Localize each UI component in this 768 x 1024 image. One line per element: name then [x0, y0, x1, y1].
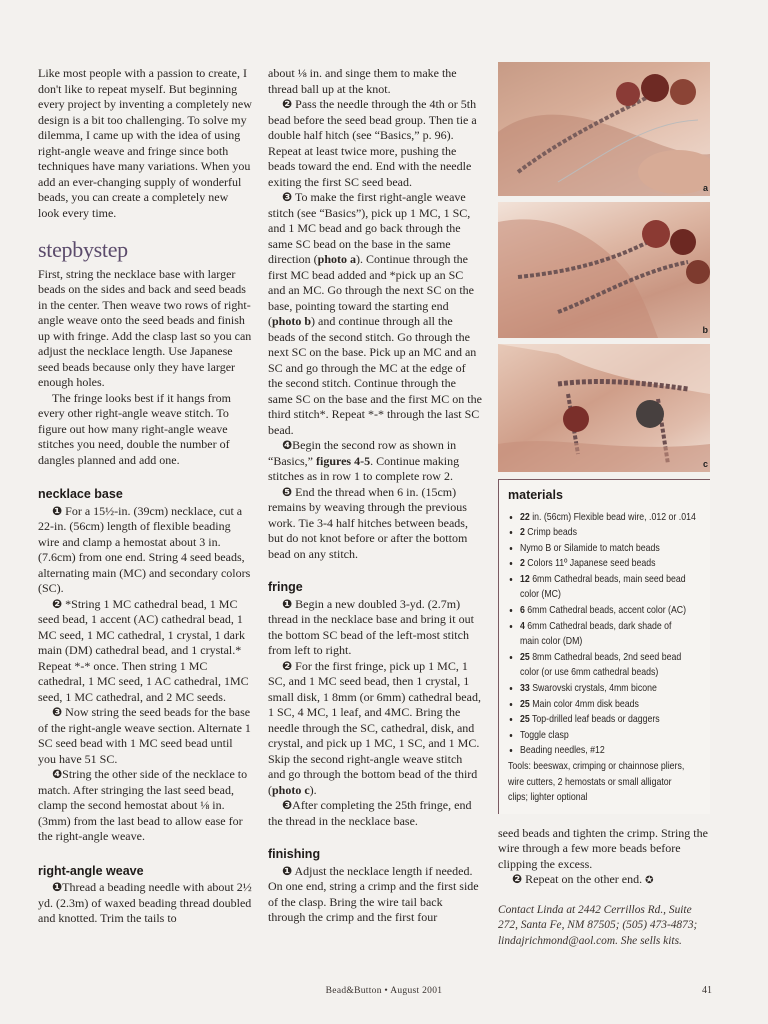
- raw-step-1: [38, 880, 252, 927]
- step-number: ❺: [282, 484, 293, 499]
- materials-text: Crimp beads: [524, 527, 577, 539]
- photo-b: [498, 202, 710, 338]
- materials-item: [520, 697, 718, 713]
- fringe-note-paragraph: The fringe looks best if it hangs from every other right-angle weave stitch. To figure out how many right-angle weave stitches you need, double the number of dangles planned and add one.: [38, 390, 231, 467]
- materials-text: main color (DM): [520, 636, 583, 648]
- materials-qty: 2: [520, 558, 525, 570]
- necklace-base-step-4: [38, 767, 252, 845]
- materials-box: [498, 479, 710, 814]
- materials-heading: materials: [508, 488, 563, 502]
- overview-paragraph: First, string the necklace base with larger beads on the sides and back and seed beads in the center. Then weave two rows of right-angle weave onto the seed beads and finish up with fringe. Add the clasp last so you can adjust the necklace length. Use Japanese seed beads because only they have larger enough holes.: [38, 266, 252, 389]
- tools-line-3: clips; lighter optional: [508, 792, 588, 804]
- materials-qty: 4: [520, 620, 525, 632]
- finishing-heading: finishing: [268, 847, 321, 861]
- materials-text: Toggle clasp: [520, 729, 569, 741]
- materials-item: [520, 619, 718, 635]
- step-number: ❸: [52, 705, 63, 719]
- step-text: ) and continue through all the beads of the second stitch. Go through the next SC on the base. Pick up an MC and an SC and go through the MC at the edge of the second stitch. Continue through the same SC on the base and the first MC on the third stitch*. Repeat *-* through the last SC bead.: [268, 314, 482, 437]
- column-1: [38, 66, 252, 927]
- necklace-base-step-2: [38, 597, 252, 706]
- tools-line-1: Tools: beeswax, crimping or chainnose pliers,: [508, 761, 685, 772]
- column-2: [268, 66, 482, 926]
- step-text: Adjust the necklace length if needed. On one end, string a crimp and the first side of the clasp. Bring the wire tail back through the crimp and the first four: [268, 863, 479, 924]
- step-number: ❷: [282, 658, 293, 673]
- step-number: ❸: [282, 190, 293, 204]
- step-text: String the other side of the necklace to match. After stringing the last seed bead, clamp the second hemostat about ⅛ in. (3mm) from the last bead to allow ease for the right-angle weave.: [38, 767, 248, 843]
- photo-c-illustration: [498, 344, 710, 472]
- raw-step-3: [268, 190, 482, 438]
- materials-item-continued: [520, 634, 718, 650]
- fringe-step-2: [268, 659, 482, 799]
- materials-qty: 25: [520, 698, 530, 710]
- materials-item-continued: [520, 665, 718, 681]
- step-number: ❶: [52, 503, 63, 518]
- materials-qty: 6: [520, 605, 525, 617]
- raw-step-2: [268, 97, 482, 190]
- materials-item: [520, 525, 718, 541]
- materials-text: 8mm Cathedral beads, 2nd seed bead: [529, 651, 682, 663]
- materials-item: [520, 728, 718, 744]
- materials-text: Swarovski crystals, 4mm bicone: [529, 683, 657, 695]
- materials-text: Main color 4mm disk beads: [529, 698, 639, 710]
- raw-step-4: [268, 438, 482, 485]
- necklace-base-step-1: [38, 504, 252, 597]
- step-text: Thread a beading needle with about 2½ yd. (2.3m) of waxed beading thread doubled and knotted. Trim the tails to: [38, 880, 252, 925]
- materials-item: [520, 510, 718, 526]
- step-text: Now string the seed beads for the base of the right-angle weave section. Alternate 1 SC seed bead with 1 MC seed bead until you have 51 SC.: [38, 705, 251, 766]
- tools-line-2: wire cutters, 2 hemostats or small alligator: [508, 776, 672, 788]
- column-3: [498, 62, 710, 949]
- contact-info: Contact Linda at 2442 Cerrillos Rd., Suite 272, Santa Fe, NM 87505; (505) 473-4873; lindajrichmond@aol.com. She sells kits.: [498, 903, 698, 947]
- photo-ref-c: photo c: [272, 782, 310, 797]
- raw-step-1-continued: about ⅛ in. and singe them to make the thread ball up at the knot.: [268, 66, 457, 96]
- photo-ref-a: photo a: [317, 252, 356, 266]
- step-text: After completing the 25th fringe, end the thread in the necklace base.: [268, 798, 472, 828]
- photo-a-label: a: [702, 182, 708, 193]
- photo-a-illustration: [498, 62, 710, 196]
- step-number: ❷: [512, 872, 523, 887]
- finishing-step-2: [498, 872, 710, 889]
- fringe-step-3: [268, 798, 482, 829]
- materials-item: [520, 603, 718, 619]
- photo-c-label: c: [702, 458, 708, 469]
- page-footer: Bead&Button • August 2001: [325, 986, 443, 996]
- materials-text: color (or use 6mm cathedral beads): [520, 667, 659, 679]
- step-number: ❷: [282, 97, 293, 111]
- step-number: ❶: [282, 596, 293, 611]
- materials-item: [520, 556, 718, 572]
- fringe-step-1: [268, 597, 482, 659]
- materials-item-continued: [520, 587, 718, 603]
- step-number: ❹: [52, 767, 63, 781]
- step-number: ❸: [282, 798, 293, 812]
- photo-b-label: b: [702, 324, 708, 335]
- materials-item: [520, 712, 718, 728]
- materials-text: 6mm Cathedral beads, dark shade of: [524, 620, 672, 632]
- materials-qty: 25: [520, 651, 530, 663]
- figure-ref: figures 4-5: [315, 453, 371, 468]
- materials-text: 6mm Cathedral beads, accent color (AC): [524, 605, 687, 617]
- photo-b-illustration: [498, 202, 710, 338]
- stepbystep-heading: stepbystep: [38, 237, 128, 262]
- photo-ref-b: photo b: [272, 314, 312, 328]
- photo-a: [498, 62, 710, 196]
- materials-qty: 33: [520, 683, 530, 695]
- raw-step-5: [268, 485, 482, 563]
- photo-c: [498, 344, 710, 472]
- step-text: Begin the second row as shown in “Basics,”: [268, 438, 457, 468]
- materials-qty: 2: [520, 527, 525, 539]
- materials-item: [520, 681, 718, 697]
- step-text: ).: [309, 782, 317, 797]
- materials-qty: 12: [520, 573, 530, 585]
- necklace-base-heading: necklace base: [38, 487, 123, 501]
- page-number: 41: [702, 985, 712, 996]
- fringe-heading: fringe: [268, 580, 303, 594]
- materials-item: [520, 650, 718, 666]
- step-text: *String 1 MC cathedral bead, 1 MC seed bead, 1 accent (AC) cathedral bead, 1 MC seed, 1 MC cathedral, 1 crystal, 1 dark main (DM) cathedral bead, and 1 crystal.* Repeat *-* once. Then string 1 MC cathedral, 1 MC seed, 1 AC cathedral, 1MC seed, 1 MC cathedral, and 2 MC seeds.: [38, 596, 249, 704]
- materials-text: in. (56cm) Flexible bead wire, .012 or .014: [529, 511, 696, 523]
- step-text: To make the first right-angle weave stitch (see “Basics”), pick up 1 MC, 1 SC, and 1 MC bead and go back through the same SC bead on the base in the same direction (: [268, 190, 471, 266]
- step-number: ❶: [52, 880, 63, 894]
- step-text: For the first fringe, pick up 1 MC, 1 SC, and 1 MC seed bead, then 1 crystal, 1 small disk, 1 8mm (or 6mm) cathedral bead, 1 SC, 4 MC, 1 leaf, and 4MC. Bring the needle through the SC, cathedral, disk, and crystal, and pick up 1 MC, 1 SC, and 1 MC. Skip the second right-angle weave stitch and go through the bottom bead of the third (: [268, 658, 481, 797]
- materials-text: color (MC): [520, 589, 561, 601]
- necklace-base-step-3: [38, 705, 252, 767]
- materials-text: Beading needles, #12: [520, 745, 605, 757]
- step-text: Begin a new doubled 3-yd. (2.7m) thread in the necklace base and bring it out the bottom SC bead of the left-most stitch from left to right.: [268, 596, 474, 657]
- finishing-step-1-continued: seed beads and tighten the crimp. String the wire through a few more beads before clipping the excess.: [498, 825, 708, 871]
- materials-qty: 22: [520, 511, 530, 523]
- materials-list: [508, 510, 710, 760]
- materials-item: [520, 572, 718, 588]
- step-text: . Continue making stitches as in row 1 to complete row 2.: [268, 453, 460, 483]
- materials-text: Top-drilled leaf beads or daggers: [529, 714, 660, 726]
- right-angle-weave-heading: right-angle weave: [38, 863, 144, 878]
- step-number: ❶: [282, 863, 293, 878]
- step-text: ). Continue through the first MC bead added and *pick up an SC and an MC. Go through the next SC on the base, pointing toward the starting end (: [268, 252, 474, 328]
- step-number: ❹: [282, 438, 293, 452]
- step-text: End the thread when 6 in. (15cm) remains by weaving through the previous work. Tie 3-4 half hitches between beads, but do not knot before or after the bottom bead on any stitch.: [268, 484, 468, 561]
- materials-text: 6mm Cathedral beads, main seed bead: [529, 573, 686, 585]
- step-text: For a 15½-in. (39cm) necklace, cut a 22-in. (56cm) length of flexible beading wire and clamp a hemostat about 3 in. (7.6cm) from one end. String 4 seed beads, alternating main (MC) and secondary colors (SC).: [38, 503, 251, 595]
- materials-text: Nymo B or Silamide to match beads: [520, 542, 660, 554]
- end-mark-icon: ✪: [645, 875, 654, 887]
- step-text: Pass the needle through the 4th or 5th bead before the seed bead group. Then tie a double half hitch (see “Basics,” p. 96). Repeat at least twice more, pushing the beads toward the end. End with the needle exiting the first SC seed bead.: [268, 97, 477, 189]
- finishing-step-1: [268, 864, 482, 926]
- step-text: Repeat on the other end.: [525, 872, 643, 887]
- step-number: ❷: [52, 596, 63, 611]
- materials-item: [520, 541, 718, 557]
- intro-paragraph: Like most people with a passion to create, I don't like to repeat myself. But beginning every project by inventing a completely new design is a bit too challenging. To solve my dilemma, I came up with the idea of using right-angle weave and fringe since both techniques have many variations. When you add an ever-changing supply of wonderful beads, you can create a completely new look every time.: [38, 66, 252, 220]
- materials-item: [520, 743, 718, 759]
- materials-text: Colors 11º Japanese seed beads: [524, 558, 656, 570]
- materials-qty: 25: [520, 714, 530, 726]
